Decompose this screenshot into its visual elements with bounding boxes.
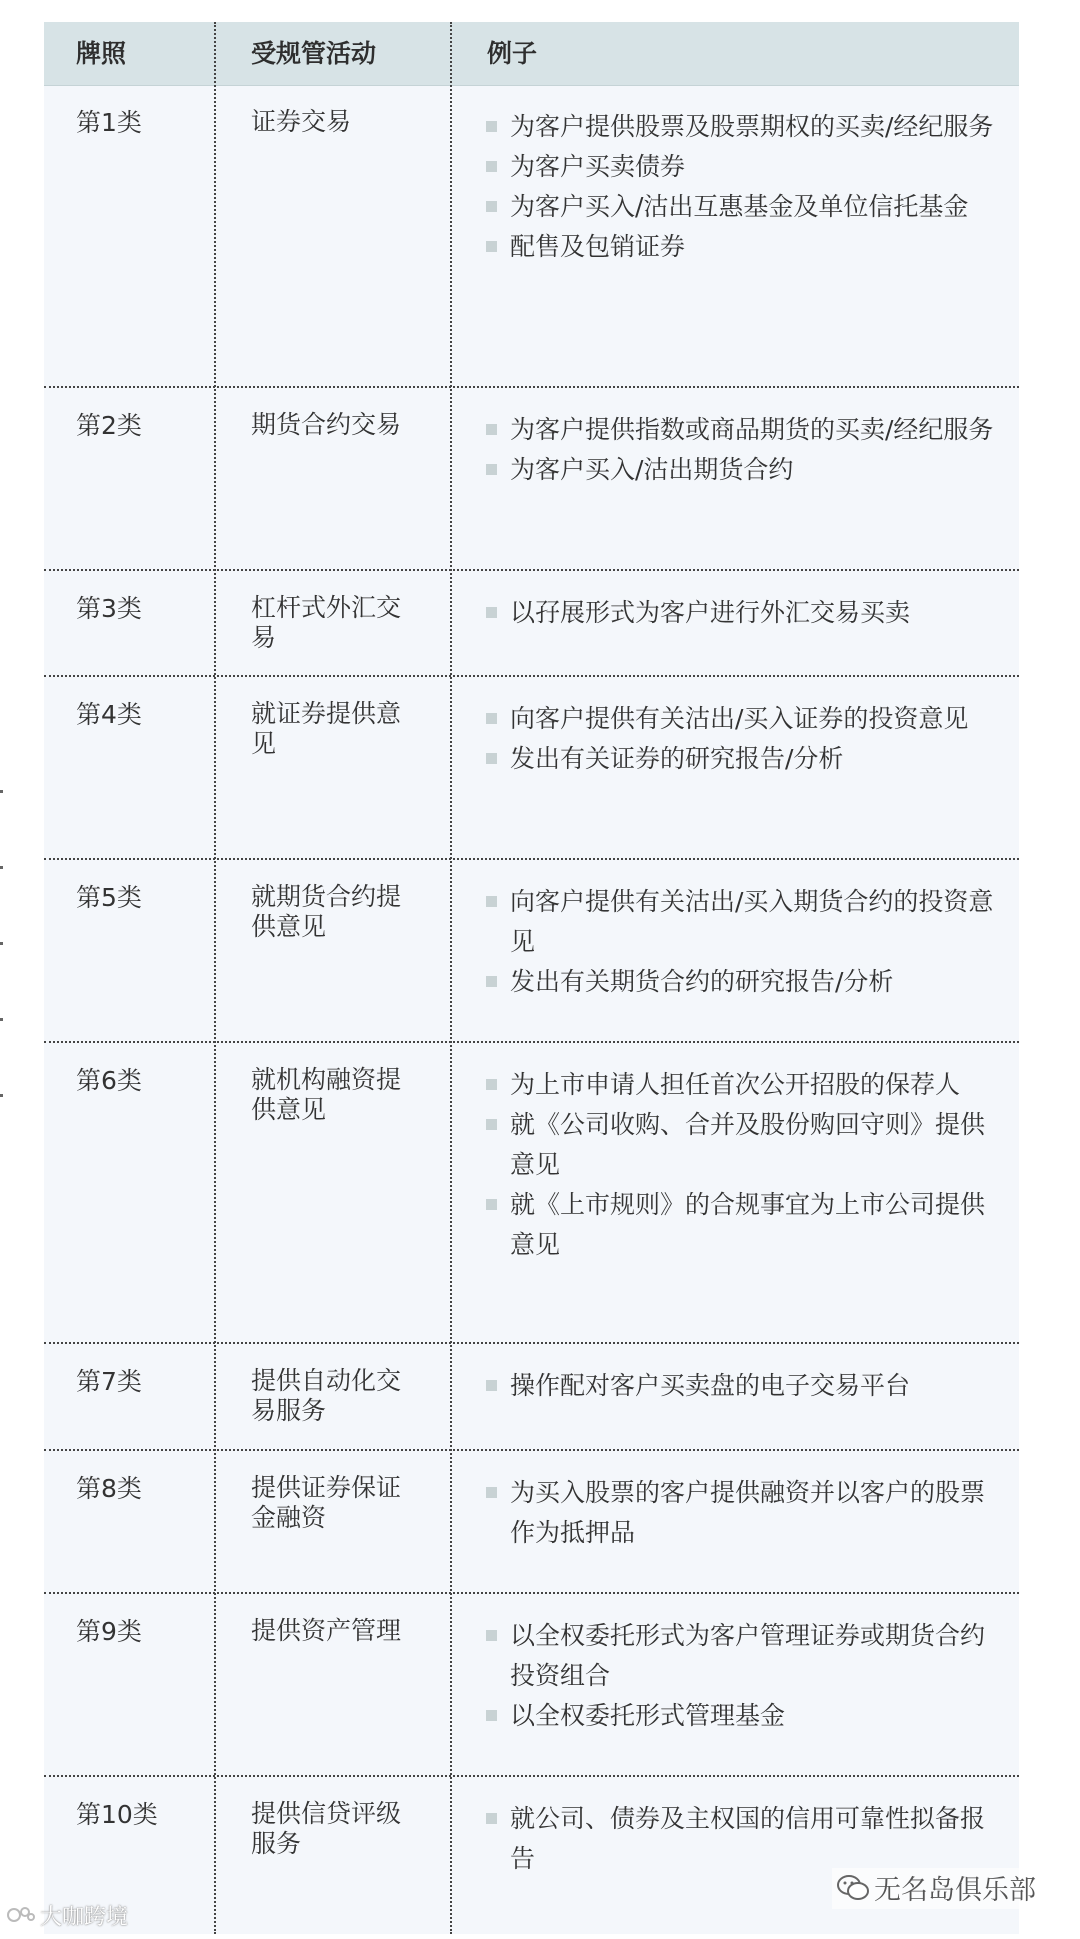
column-divider (214, 22, 216, 1934)
example-text: 就《公司收购、合并及股份购回守则》提供意见 (510, 1110, 986, 1179)
bullet-square-icon (486, 1487, 497, 1498)
table-header (44, 22, 1019, 86)
examples-list (486, 1366, 996, 1406)
example-item (486, 1065, 996, 1105)
example-item (486, 1616, 996, 1696)
example-item (486, 882, 996, 962)
example-text: 以全权委托形式管理基金 (510, 1701, 786, 1730)
license-cell: 第4类 (76, 700, 142, 729)
example-item (486, 227, 996, 267)
bullet-square-icon (486, 1630, 497, 1641)
edge-mark (0, 1018, 3, 1021)
bullet-square-icon (486, 1119, 497, 1130)
table-row (44, 388, 1019, 571)
example-text: 向客户提供有关沽出/买入期货合约的投资意见 (510, 887, 994, 956)
table-row (44, 1777, 1019, 1934)
examples-list (486, 699, 996, 779)
example-item (486, 1473, 996, 1553)
examples-list (486, 107, 996, 267)
bullet-square-icon (486, 121, 497, 132)
examples-list (486, 1473, 996, 1553)
kr-logo-icon (6, 1904, 36, 1932)
example-text: 为客户买入/沽出互惠基金及单位信托基金 (510, 192, 969, 221)
examples-list (486, 1616, 996, 1736)
table-row (44, 571, 1019, 677)
license-cell: 第6类 (76, 1066, 142, 1095)
example-item (486, 147, 996, 187)
edge-mark (0, 1094, 3, 1097)
watermark-left (6, 1900, 128, 1932)
examples-list (486, 593, 996, 633)
table-row (44, 1451, 1019, 1594)
bullet-square-icon (486, 607, 497, 618)
activity-cell: 证券交易 (251, 107, 352, 136)
example-text: 发出有关证券的研究报告/分析 (510, 744, 844, 773)
bullet-square-icon (486, 1199, 497, 1210)
example-text: 为客户提供指数或商品期货的买卖/经纪服务 (510, 415, 994, 444)
examples-list (486, 882, 996, 1002)
example-text: 为客户买入/沽出期货合约 (510, 455, 794, 484)
license-cell: 第10类 (76, 1800, 158, 1829)
watermark-right-text: 无名岛俱乐部 (874, 1875, 1036, 1906)
license-cell: 第5类 (76, 883, 142, 912)
watermark-left-text: 大咖跨境 (40, 1905, 129, 1930)
activity-cell: 就机构融资提供意见 (251, 1065, 402, 1124)
activity-cell: 提供信贷评级服务 (251, 1799, 402, 1858)
bullet-square-icon (486, 161, 497, 172)
activity-cell: 就证券提供意见 (251, 699, 402, 758)
bullet-square-icon (486, 1380, 497, 1391)
license-cell: 第7类 (76, 1367, 142, 1396)
header-activity: 受规管活动 (251, 39, 377, 68)
examples-list (486, 1799, 996, 1879)
table-row (44, 85, 1019, 388)
example-item (486, 450, 996, 490)
example-text: 就《上市规则》的合规事宜为上市公司提供意见 (510, 1190, 986, 1259)
header-examples: 例子 (487, 39, 538, 68)
example-item (486, 1185, 996, 1265)
activity-cell: 就期货合约提供意见 (251, 882, 402, 941)
license-table (44, 22, 1019, 1934)
example-text: 向客户提供有关沽出/买入证券的投资意见 (510, 704, 969, 733)
example-item (486, 1696, 996, 1736)
example-item (486, 699, 996, 739)
edge-mark (0, 866, 3, 869)
wechat-icon (836, 1874, 870, 1909)
bullet-square-icon (486, 1079, 497, 1090)
example-text: 操作配对客户买卖盘的电子交易平台 (510, 1371, 911, 1400)
examples-list (486, 410, 996, 490)
example-text: 配售及包销证券 (510, 232, 686, 261)
examples-list (486, 1065, 996, 1265)
example-item (486, 962, 996, 1002)
activity-cell: 提供自动化交易服务 (251, 1366, 402, 1425)
bullet-square-icon (486, 464, 497, 475)
example-text: 为买入股票的客户提供融资并以客户的股票作为抵押品 (510, 1478, 986, 1547)
license-cell: 第1类 (76, 108, 142, 137)
activity-cell: 期货合约交易 (251, 410, 402, 439)
license-cell: 第2类 (76, 411, 142, 440)
example-text: 就公司、债券及主权国的信用可靠性拟备报告 (510, 1804, 986, 1873)
bullet-square-icon (486, 896, 497, 907)
bullet-square-icon (486, 241, 497, 252)
example-text: 为客户提供股票及股票期权的买卖/经纪服务 (510, 112, 994, 141)
table-row (44, 1344, 1019, 1451)
activity-cell: 提供证券保证金融资 (251, 1473, 402, 1532)
table-row (44, 860, 1019, 1043)
example-item (486, 410, 996, 450)
header-license: 牌照 (76, 39, 127, 68)
example-item (486, 187, 996, 227)
license-cell: 第8类 (76, 1474, 142, 1503)
bullet-square-icon (486, 1710, 497, 1721)
example-item (486, 593, 996, 633)
example-item (486, 1366, 996, 1406)
activity-cell: 提供资产管理 (251, 1616, 402, 1645)
watermark-right (832, 1868, 1040, 1909)
edge-mark (0, 942, 3, 945)
example-text: 为客户买卖债券 (510, 152, 686, 181)
example-text: 为上市申请人担任首次公开招股的保荐人 (510, 1070, 961, 1099)
table-row (44, 1043, 1019, 1344)
column-divider (450, 22, 452, 1934)
edge-mark (0, 790, 3, 793)
bullet-square-icon (486, 1813, 497, 1824)
bullet-square-icon (486, 713, 497, 724)
example-item (486, 739, 996, 779)
bullet-square-icon (486, 976, 497, 987)
license-cell: 第9类 (76, 1617, 142, 1646)
bullet-square-icon (486, 201, 497, 212)
bullet-square-icon (486, 753, 497, 764)
example-item (486, 1799, 996, 1879)
example-item (486, 1105, 996, 1185)
table-row (44, 1594, 1019, 1777)
example-text: 以孖展形式为客户进行外汇交易买卖 (510, 598, 911, 627)
example-item (486, 107, 996, 147)
bullet-square-icon (486, 424, 497, 435)
table-row (44, 677, 1019, 860)
license-cell: 第3类 (76, 594, 142, 623)
example-text: 发出有关期货合约的研究报告/分析 (510, 967, 894, 996)
activity-cell: 杠杆式外汇交易 (251, 593, 402, 652)
example-text: 以全权委托形式为客户管理证券或期货合约投资组合 (510, 1621, 986, 1690)
